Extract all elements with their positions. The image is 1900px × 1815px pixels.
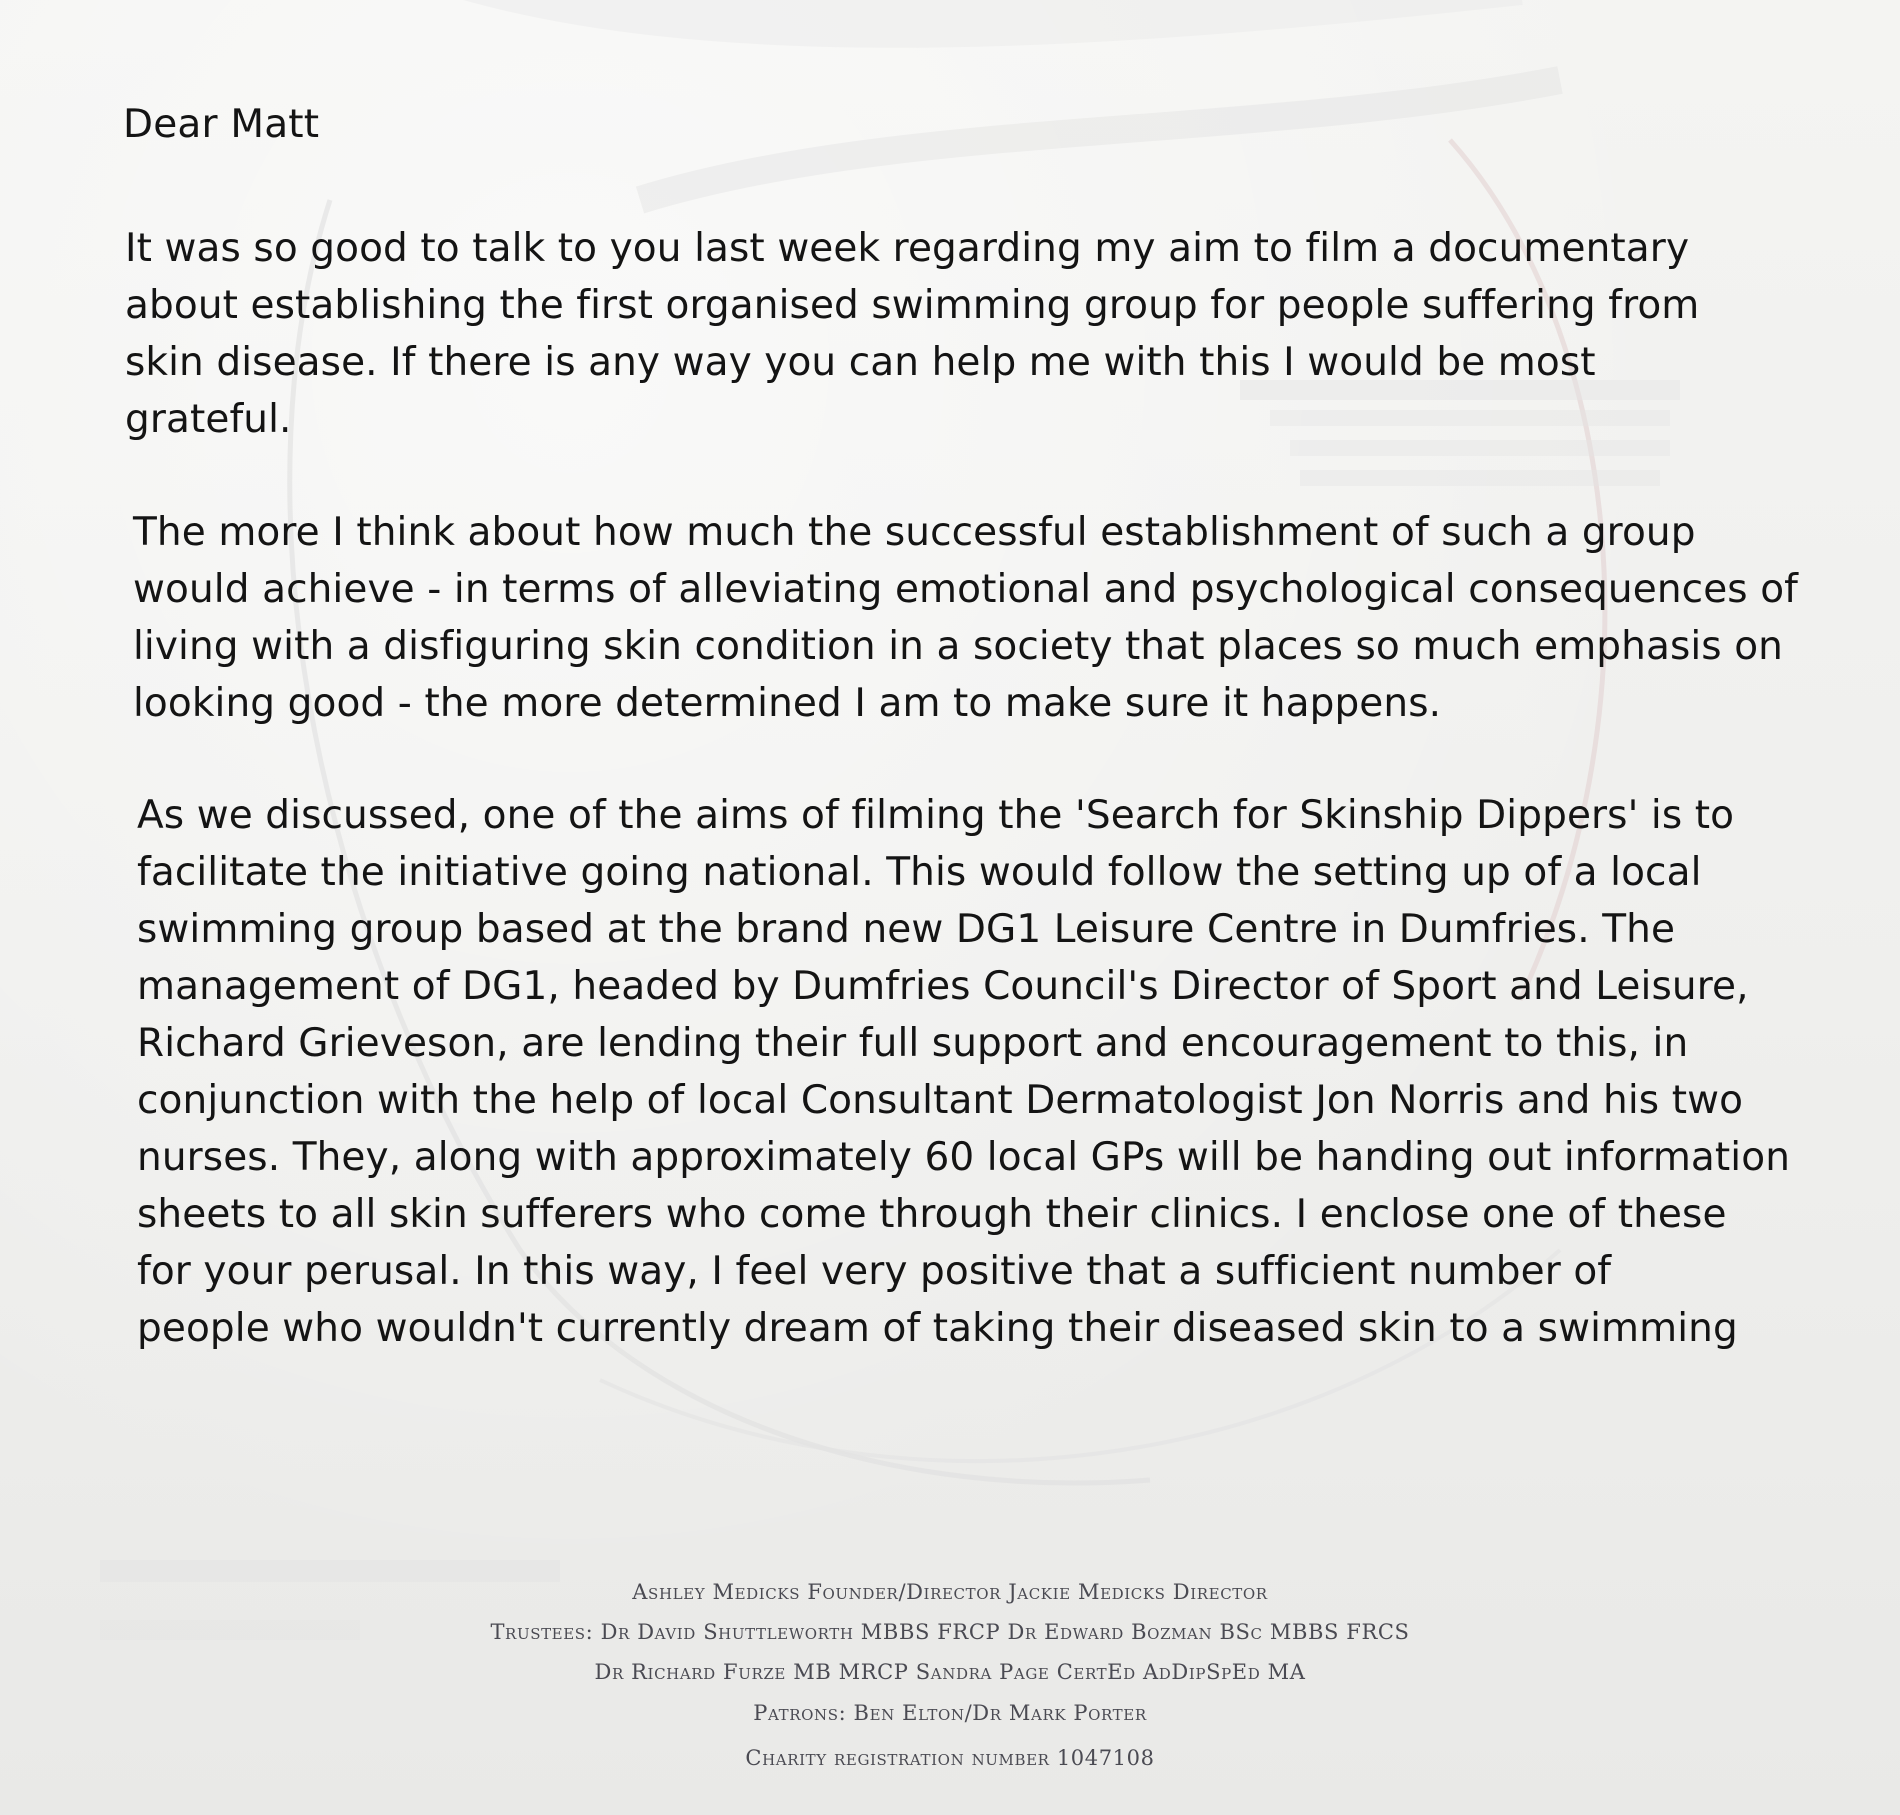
paragraph-line: people who wouldn't currently dream of taking their diseased skin to a swimming xyxy=(137,1306,1738,1351)
footer-trustees: Trustees: Dr David Shuttleworth MBBS FRCP Dr Edward Bozman BSc MBBS FRCS xyxy=(490,1620,1410,1644)
paragraph-line: living with a disfiguring skin condition in a society that places so much emphasis on xyxy=(133,624,1784,669)
paragraph-line: would achieve - in terms of alleviating emotional and psychological consequences of xyxy=(133,567,1798,612)
paragraph-line: for your perusal. In this way, I feel very positive that a sufficient number of xyxy=(137,1249,1612,1294)
footer-charity-number: Charity registration number 1047108 xyxy=(745,1746,1155,1770)
paragraph-line: The more I think about how much the successful establishment of such a group xyxy=(133,510,1696,555)
footer-trustees-continued: Dr Richard Furze MB MRCP Sandra Page CertEd AdDipSpEd MA xyxy=(594,1660,1306,1684)
salutation: Dear Matt xyxy=(123,102,320,147)
paragraph-line: looking good - the more determined I am to make sure it happens. xyxy=(133,681,1442,726)
paragraph-line: facilitate the initiative going national. This would follow the setting up of a local xyxy=(137,850,1702,895)
paragraph-line: management of DG1, headed by Dumfries Council's Director of Sport and Leisure, xyxy=(137,964,1749,1009)
paragraph-line: about establishing the first organised swimming group for people suffering from xyxy=(125,283,1700,328)
paragraph-line: nurses. They, along with approximately 60 local GPs will be handing out information xyxy=(137,1135,1791,1180)
paragraph-line: Richard Grieveson, are lending their full support and encouragement to this, in xyxy=(137,1021,1689,1066)
paragraph-line: skin disease. If there is any way you can help me with this I would be most xyxy=(125,340,1596,385)
footer-founders: Ashley Medicks Founder/Director Jackie Medicks Director xyxy=(632,1580,1268,1604)
paragraph-line: sheets to all skin sufferers who come through their clinics. I enclose one of these xyxy=(137,1192,1727,1237)
paragraph-line: It was so good to talk to you last week regarding my aim to film a documentary xyxy=(125,226,1690,271)
paragraph-line: swimming group based at the brand new DG1 Leisure Centre in Dumfries. The xyxy=(137,907,1676,952)
paragraph-line: conjunction with the help of local Consultant Dermatologist Jon Norris and his two xyxy=(137,1078,1744,1123)
paragraph-line: grateful. xyxy=(125,397,292,442)
paragraph-line: As we discussed, one of the aims of filming the 'Search for Skinship Dippers' is to xyxy=(137,793,1735,838)
footer-patrons: Patrons: Ben Elton/Dr Mark Porter xyxy=(753,1701,1147,1725)
